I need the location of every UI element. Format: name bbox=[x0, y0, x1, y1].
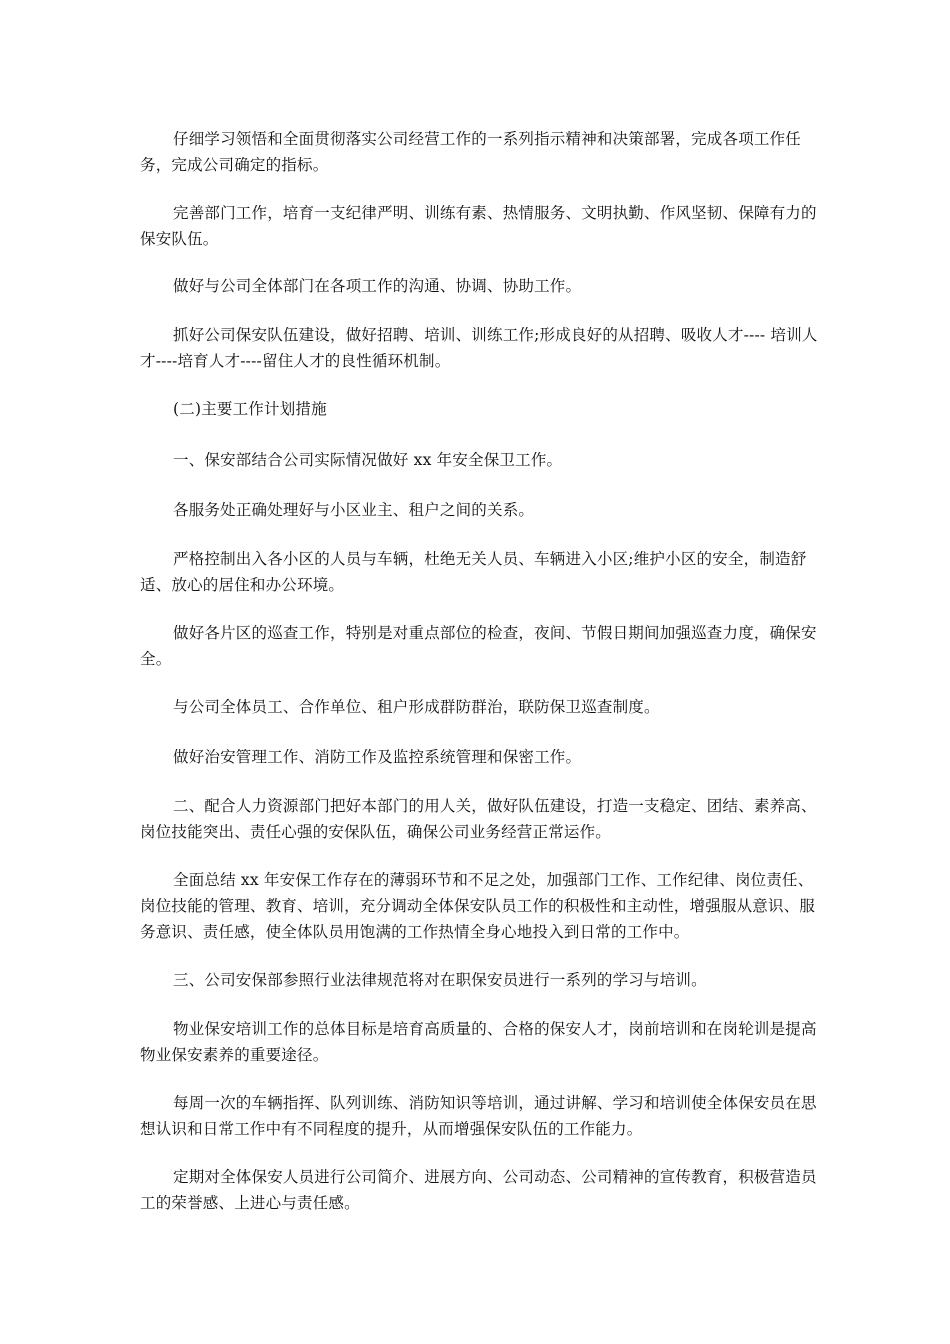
paragraph: 三、公司安保部参照行业法律规范将对在职保安员进行一系列的学习与培训。 bbox=[173, 971, 707, 989]
paragraph: 仔细学习领悟和全面贯彻落实公司经营工作的一系列指示精神和决策部署，完成各项工作任务，完成公司确定的指标。 bbox=[140, 130, 802, 174]
paragraph: 二、配合人力资源部门把好本部门的用人关，做好队伍建设，打造一支稳定、团结、素养高、岗位技能突出、责任心强的安保队伍，确保公司业务经营正常运作。 bbox=[140, 797, 817, 841]
paragraph: 严格控制出入各小区的人员与车辆，杜绝无关人员、车辆进入小区;维护小区的安全，制造舒适、放心的居住和办公环境。 bbox=[140, 550, 807, 594]
paragraph: 每周一次的车辆指挥、队列训练、消防知识等培训，通过讲解、学习和培训使全体保安员在思想认识和日常工作中有不同程度的提升，从而增强保安队伍的工作能力。 bbox=[140, 1094, 817, 1138]
paragraph: 一、保安部结合公司实际情况做好 xx 年安全保卫工作。 bbox=[173, 451, 563, 469]
paragraph: 定期对全体保安人员进行公司简介、进展方向、公司动态、公司精神的宣传教育，积极营造员工的荣誉感、上进心与责任感。 bbox=[140, 1168, 817, 1212]
paragraph: 做好治安管理工作、消防工作及监控系统管理和保密工作。 bbox=[173, 748, 582, 766]
paragraph: 做好与公司全体部门在各项工作的沟通、协调、协助工作。 bbox=[173, 277, 582, 295]
paragraph: 与公司全体员工、合作单位、租户形成群防群治，联防保卫巡查制度。 bbox=[173, 698, 660, 716]
paragraph: 完善部门工作，培育一支纪律严明、训练有素、热情服务、文明执勤、作风坚韧、保障有力的保安队伍。 bbox=[140, 204, 817, 248]
paragraph: 抓好公司保安队伍建设，做好招聘、培训、训练工作;形成良好的从招聘、吸收人才---- 培训人才----培育人才----留住人才的良性循环机制。 bbox=[140, 326, 818, 370]
paragraph: 全面总结 xx 年安保工作存在的薄弱环节和不足之处，加强部门工作、工作纪律、岗位责任、岗位技能的管理、教育、培训，充分调动全体保安队员工作的积极性和主动性，增强服从意识、服务意识、责任感，使全体队员用饱满的工作热情全身心地投入到日常的工作中。 bbox=[140, 871, 816, 941]
paragraph: 各服务处正确处理好与小区业主、租户之间的关系。 bbox=[173, 501, 535, 519]
paragraph: 做好各片区的巡查工作，特别是对重点部位的检查，夜间、节假日期间加强巡查力度，确保安全。 bbox=[140, 624, 817, 668]
paragraph: 物业保安培训工作的总体目标是培育高质量的、合格的保安人才，岗前培训和在岗轮训是提高物业保安素养的重要途径。 bbox=[140, 1020, 817, 1064]
section-heading: (二)主要工作计划措施 bbox=[173, 400, 327, 418]
